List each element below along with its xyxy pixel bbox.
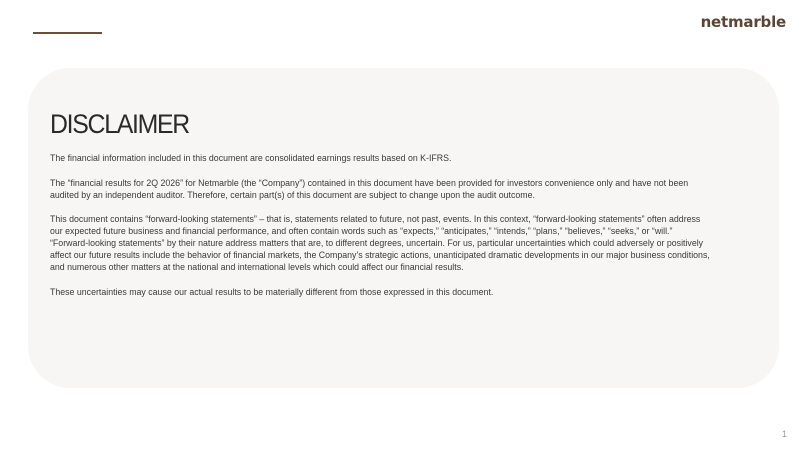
page-number: 1 [781, 429, 787, 439]
netmarble-logo: netmarble [700, 13, 786, 31]
page-title: DISCLAIMER [50, 109, 189, 139]
disclaimer-paragraph-4: These uncertainties may cause our actual results to be materially different from those expressed in this document. [50, 286, 494, 297]
header-accent-line [33, 32, 102, 34]
disclaimer-paragraph-1: The financial information included in this document are consolidated earnings results based on K-IFRS. [50, 153, 452, 163]
disclaimer-paragraph-2: The “financial results for 2Q 2026” for Netmarble (the “Company”) contained in this document have been provided for investors convenience only and have not been audited by an independent auditor. Therefore, certain part(s) of this document are subject to change upon the audit outcome. [50, 177, 689, 200]
disclaimer-body [50, 152, 772, 310]
disclaimer-paragraph-3: This document contains “forward-looking statements” – that is, statements related to future, not past, events. In this context, “forward-looking statements” often address our expected future business and financial performance, and often contain words such as “expects,” “anticipates,” “intends,” “plans,” “believes,” “seeks,” or “will.” “Forward-looking statements” by their nature address matters that are, to different degrees, uncertain. For us, particular uncertainties which could adversely or positively affect our future results include the behavior of financial markets, the Company’s strategic actions, unanticipated dramatic developments in our major business conditions, and numerous other matters at the national and international levels which could affect our financial results. [50, 214, 710, 272]
